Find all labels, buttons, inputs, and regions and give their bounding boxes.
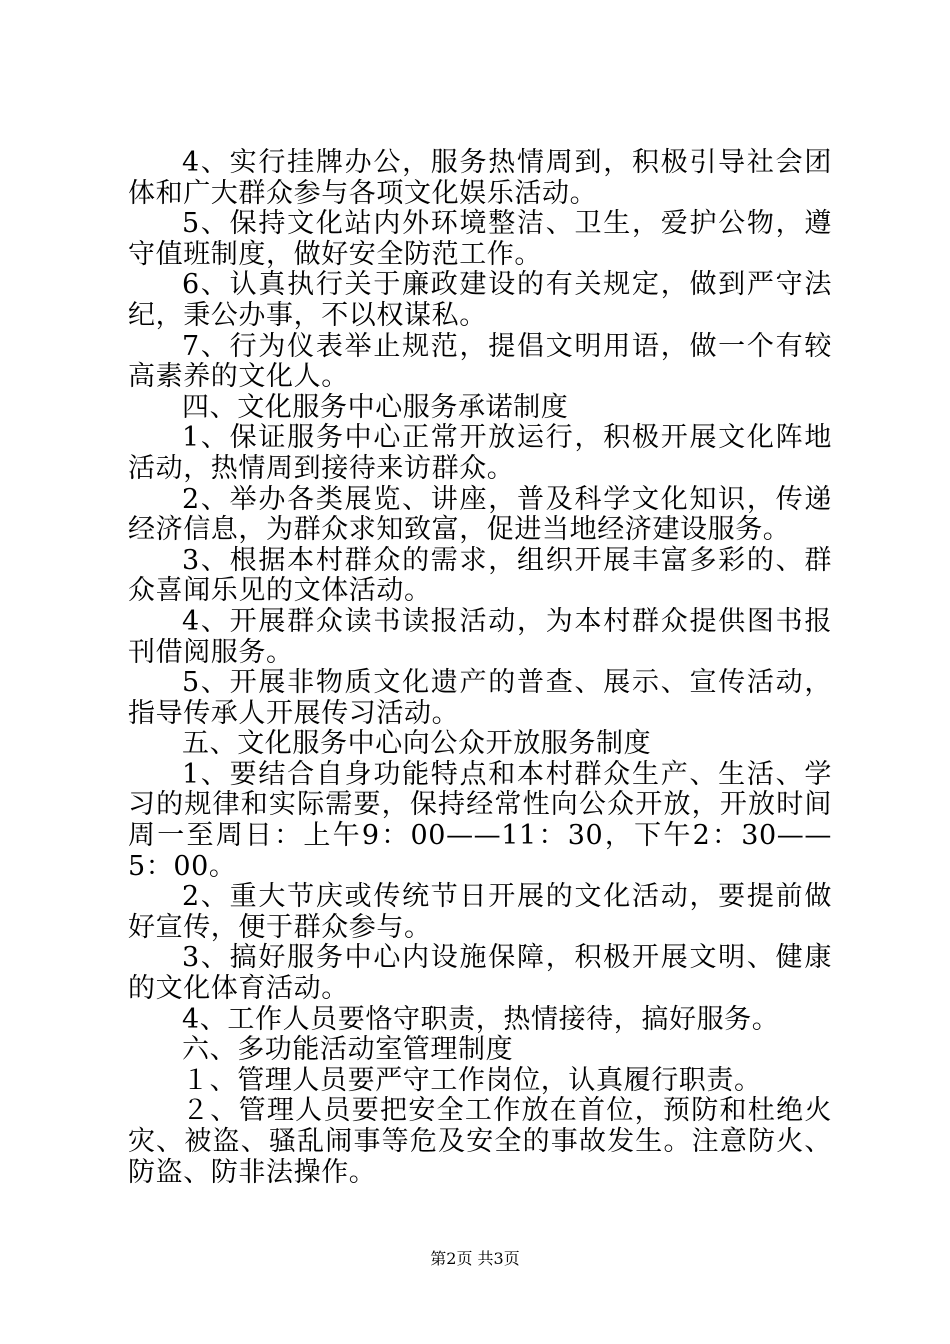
paragraph-room-1: １、管理人员要严守工作岗位，认真履行职责。 (182, 1064, 762, 1096)
paragraph-opening-1: 1、要结合自身功能特点和本村群众生产、生活、学习的规律和实际需要，保持经常性向公众开放，开放时间周一至周日：上午9：00——11：30，下午2：30——5：00。 (128, 758, 832, 882)
paragraph-room-2: ２、管理人员要把安全工作放在首位，预防和杜绝火灾、被盗、骚乱闹事等危及安全的事故发生。注意防火、防盗、防非法操作。 (128, 1095, 832, 1188)
paragraph-item-5-environment: 5、保持文化站内外环境整洁、卫生，爱护公物，遵守值班制度，做好安全防范工作。 (128, 208, 832, 270)
section-heading-6: 六、多功能活动室管理制度 (182, 1034, 514, 1066)
paragraph-commitment-3: 3、根据本村群众的需求，组织开展丰富多彩的、群众喜闻乐见的文体活动。 (128, 544, 832, 607)
section-heading-5: 五、文化服务中心向公众开放服务制度 (182, 728, 652, 760)
page-footer: 第2页 共3页 (430, 1249, 520, 1268)
paragraph-commitment-2: 2、举办各类展览、讲座，普及科学文化知识，传递经济信息，为群众求知致富，促进当地经济建设服务。 (128, 483, 832, 546)
paragraph-item-4-listing: 4、实行挂牌办公，服务热情周到，积极引导社会团体和广大群众参与各项文化娱乐活动。 (128, 147, 832, 209)
paragraph-commitment-1: 1、保证服务中心正常开放运行，积极开展文化阵地活动，热情周到接待来访群众。 (128, 422, 832, 484)
document-body (128, 148, 832, 1188)
paragraph-opening-4: 4、工作人员要恪守职责，热情接待，搞好服务。 (182, 1003, 780, 1035)
paragraph-opening-2: 2、重大节庆或传统节日开展的文化活动，要提前做好宣传，便于群众参与。 (128, 881, 832, 943)
paragraph-item-7-conduct: 7、行为仪表举止规范，提倡文明用语，做一个有较高素养的文化人。 (128, 330, 832, 393)
paragraph-commitment-5: 5、开展非物质文化遗产的普查、展示、宣传活动，指导传承人开展传习活动。 (128, 667, 832, 729)
paragraph-commitment-4: 4、开展群众读书读报活动，为本村群众提供图书报刊借阅服务。 (128, 605, 832, 668)
paragraph-opening-3: 3、搞好服务中心内设施保障，积极开展文明、健康的文化体育活动。 (128, 942, 832, 1005)
paragraph-item-6-integrity: 6、认真执行关于廉政建设的有关规定，做到严守法纪，秉公办事，不以权谋私。 (128, 269, 832, 331)
section-heading-4: 四、文化服务中心服务承诺制度 (182, 391, 569, 423)
